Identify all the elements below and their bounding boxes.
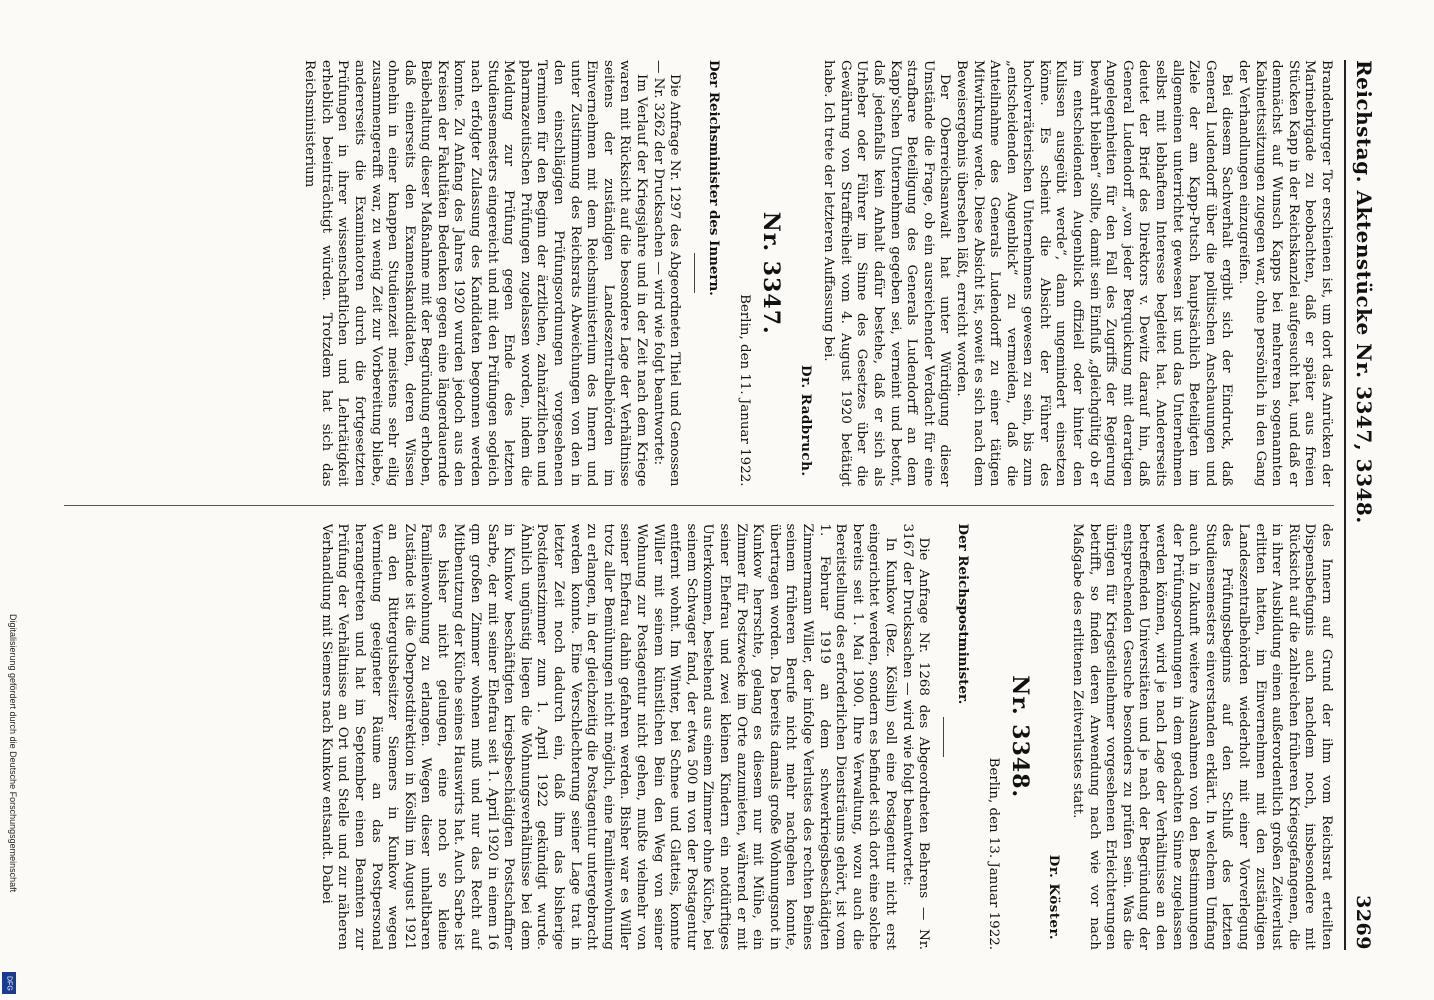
section-number: Nr. 3347. bbox=[758, 211, 784, 335]
paragraph: Brandenburger Tor erschienen ist, um dort das Anrücken der Marinebrigade zu beobachten, daß er später aus freien Stücken Kapp in der Reichskanzlei aufgesucht hat, und daß er demnächst auf Wunsch Kapps bei mehreren sogenannten Kabinettssitzungen zugegen war, ohne persönlich in den Gang der Verhandlungen einzugreifen. bbox=[1236, 60, 1334, 487]
page-number: 3269 bbox=[1352, 895, 1374, 950]
digitization-credit bbox=[4, 614, 18, 994]
dateline: Berlin, den 11. Januar 1922. bbox=[737, 294, 753, 487]
question-paragraph: Die Anfrage Nr. 1268 des Abgeordneten Behrens — Nr. 3167 der Drucksachen — wird wie folgt beantwortet: bbox=[899, 523, 932, 950]
answer-paragraph: Im Verlauf der Kriegsjahre und in der Zeit nach dem Kriege waren mit Rücksicht auf die besondere Lage der Verhältnisse seitens der zuständigen Landeszentralbehörden im Einvernehmen mit dem Reichsministerium des Innern und unter Zustimmung des Reichsrats Abweichungen von den in den einschlägigen Prüfungsordnungen vorgesehenen Terminen für den Beginn der ärztlichen, zahnärztlichen und pharmazeutischen Prüfungen zugelassen worden, indem die Meldung zur Prüfung gegen Ende des letzten Studiensemesters eingereicht und mit den Prüfungen sogleich nach erfolgter Zulassung des Kandidaten begonnen werden konnte. Zu Anfang des Jahres 1920 wurden jedoch aus den Kreisen der Fakultäten Bedenken gegen eine längerdauernde Beibehaltung dieser Maßnahme mit der Begründung erhoben, daß einerseits den Examenskandidaten, deren Wissen ohnehin in einer knappen Studienzeit meistens sehr eilig zusammengerafft war, zu wenig Zeit zur Vorbereitung bliebe, andererseits die Examinatoren durch die fortgesetzten Prüfungen in ihrer wissenschaftlichen und Lehrtätigkeit erheblich beeinträchtigt würden. Trotzdem hat sich das Reichsministerium bbox=[302, 60, 650, 487]
column-rule bbox=[64, 505, 1334, 506]
paragraph: des Innern auf Grund der ihm vom Reichsrat erteilten Dispensbefugnis auch nachdem noch, insbesondere mit Rücksicht auf die zahlreichen früheren Kriegsgefangenen, die in ihrer Ausbildung einen außerordentlich großen Zeitverlust erlitten hatten, im Einvernehmen mit den zuständigen Landeszentralbehörden wiederholt mit einer Vorverlegung des Prüfungsbeginns auf den Schluß des letzten Studiensemesters einverstanden erklärt. In welchem Umfang auch in Zukunft weitere Ausnahmen von den Bestimmungen der Prüfungsordnungen in dem gedachten Sinne zugelassen werden können, wird je nach Lage der Verhältnisse an den betreffenden Universitäten und je nach der Begründung der entsprechenden Gesuche besonders zu prüfen sein. Was die übrigen für Kriegsteilnehmer vorgesehenen Erleichterungen betrifft, so finden deren Anwendung nach wie vor nach Maßgabe des erlittenen Zeitverlustes statt. bbox=[1070, 523, 1334, 950]
right-column bbox=[64, 524, 1334, 951]
credit-text: Digitalisierung gefördert durch die Deutsche Forschungsgemeinschaft bbox=[8, 614, 18, 893]
columns bbox=[64, 60, 1334, 950]
answer-paragraph: In Kunkow (Bez. Köslin) soll eine Postagentur nicht erst eingerichtet werden, sondern es befindet sich dort eine solche bereits seit 1. Mai 1900. Ihre Verwaltung, wozu auch die Bereitstellung des erforderlichen Diensträums gehört, ist vom 1. Februar 1919 an dem schwerkriegsbeschädigten Zimmermann Willer, der infolge Verlustes des rechten Beines seinem früheren Berufe nicht mehr nachgehen konnte, übertragen worden. Da bereits damals große Wohnungsnot in Kunkow herrschte, gelang es diesem nur mit Mühe, ein Zimmer für Postzwecke im Orte anzumieten, während er mit seiner Ehefrau und zwei kleinen Kindern ein notdürftiges Unterkommen, bestehend aus einem Zimmer ohne Küche, bei seinem Schwager fand, der etwa 500 m von der Postagentur entfernt wohnt. Im Winter, bei Schnee und Glatteis, konnte Willer mit seinem künstlichen Bein den Weg von seiner Wohnung zur Postagentur nicht gehen, mußte vielmehr von seiner Ehefrau dahin gefahren werden. Bisher war es Willer trotz aller Bemühungen nicht möglich, eine Familienwohnung zu erlangen, in der gleichzeitig die Postagentur untergebracht werden konnte. Eine Verschlechterung seiner Lage trat in letzter Zeit noch dadurch ein, daß ihm das bisherige Postdienstzimmer zum 1. April 1922 gekündigt wurde. Ähnlich ungünstig liegen die Wohnungsverhältnisse bei dem in Kunkow beschäftigten kriegsbeschädigten Postschaffner Sarbe, der mit seiner Ehefrau seit 1. April 1920 in einem 16 qm großen Zimmer wohnen muß und nur das Recht auf Mitbenutzung der Küche seines Hauswirts hat. Auch Sarbe ist es bisher nicht gelungen, eine noch so kleine Familienwohnung zu erlangen. Wegen dieser unhaltbaren Zustände ist die Oberpostdirektion in Köslin im August 1921 an den Rittergutsbesitzer Siemers in Kunkow wegen Vermietung geeigneter Räume an das Postpersonal herangetreten und hat im September einen Beamten zur Prüfung der Verhältnisse an Ort und Stelle und zur näheren Verhandlung mit Siemers nach Kunkow entsandt. Dabei bbox=[318, 523, 898, 950]
signature: Dr. Köster. bbox=[1046, 854, 1063, 940]
paragraph: Der Oberreichsanwalt hat unter Würdigung dieser Umstände die Frage, ob ein ausreichender Verdacht für eine strafbare Beteiligung des Generals Ludendorff an dem Kapp'schen Unternehmen gegeben sei, verneint und betont, daß jedenfalls kein Anhalt dafür bestehe, daß er sich als Urheber oder Führer im Sinne des Gesetzes über die Gewährung von Straffreiheit vom 4. August 1920 betätigt habe. Ich trete der letzteren Auffassung bei. bbox=[821, 60, 953, 487]
dateline: Berlin, den 13. Januar 1922. bbox=[986, 757, 1002, 950]
divider bbox=[943, 717, 944, 757]
running-head bbox=[1344, 60, 1376, 950]
section-number: Nr. 3348. bbox=[1006, 675, 1033, 799]
question-paragraph: Die Anfrage Nr. 1297 des Abgeordneten Thiel und Genossen — Nr. 3262 der Drucksachen — wird wie folgt beantwortet: bbox=[650, 60, 683, 487]
addressee: Der Reichspostminister. bbox=[954, 523, 971, 705]
addressee: Der Reichsminister des Innern. bbox=[705, 60, 722, 296]
divider bbox=[694, 253, 695, 293]
running-head-title: Reichstag. Aktenstücke Nr. 3347, 3348. bbox=[1352, 60, 1376, 524]
dfg-logo: DFG bbox=[2, 972, 16, 994]
signature: Dr. Radbruch. bbox=[797, 365, 814, 477]
paragraph: Bei diesem Sachverhalt ergibt sich der Eindruck, daß General Ludendorff über die politischen Anschauungen und Ziele der am Kapp-Putsch hauptsächlich Beteiligten im allgemeinen unterrichtet gewesen ist und das Unternehmen selbst mit lebhaftem Interesse begleitet hat. Andererseits deutet der Brief des Direktors v. Dewitz darauf hin, daß General Ludendorff „von jeder Berquickung mit derartigen Angelegenheiten für den Fall des Zugriffs der Regierung bewahrt bleiben“ sollte, damit sein Einfluß „gleichgültig ob er im entscheidenden Augenblick offiziell oder hinter den Kulissen ausgeübt werde“, dann ungemindert einsetzen könne. Es scheint die Absicht der Führer des hochverräterischen Unternehmens gewesen zu sein, bis zum „entscheidenden Augenblick“ zu vermeiden, daß die Anteilnahme des Generals Ludendorff zu einer tätigen Mitwirkung werde. Diese Absicht ist, soweit es sich nach dem Beweisergebnis übersehen läßt, erreicht worden. bbox=[953, 60, 1235, 487]
left-column bbox=[64, 60, 1334, 487]
